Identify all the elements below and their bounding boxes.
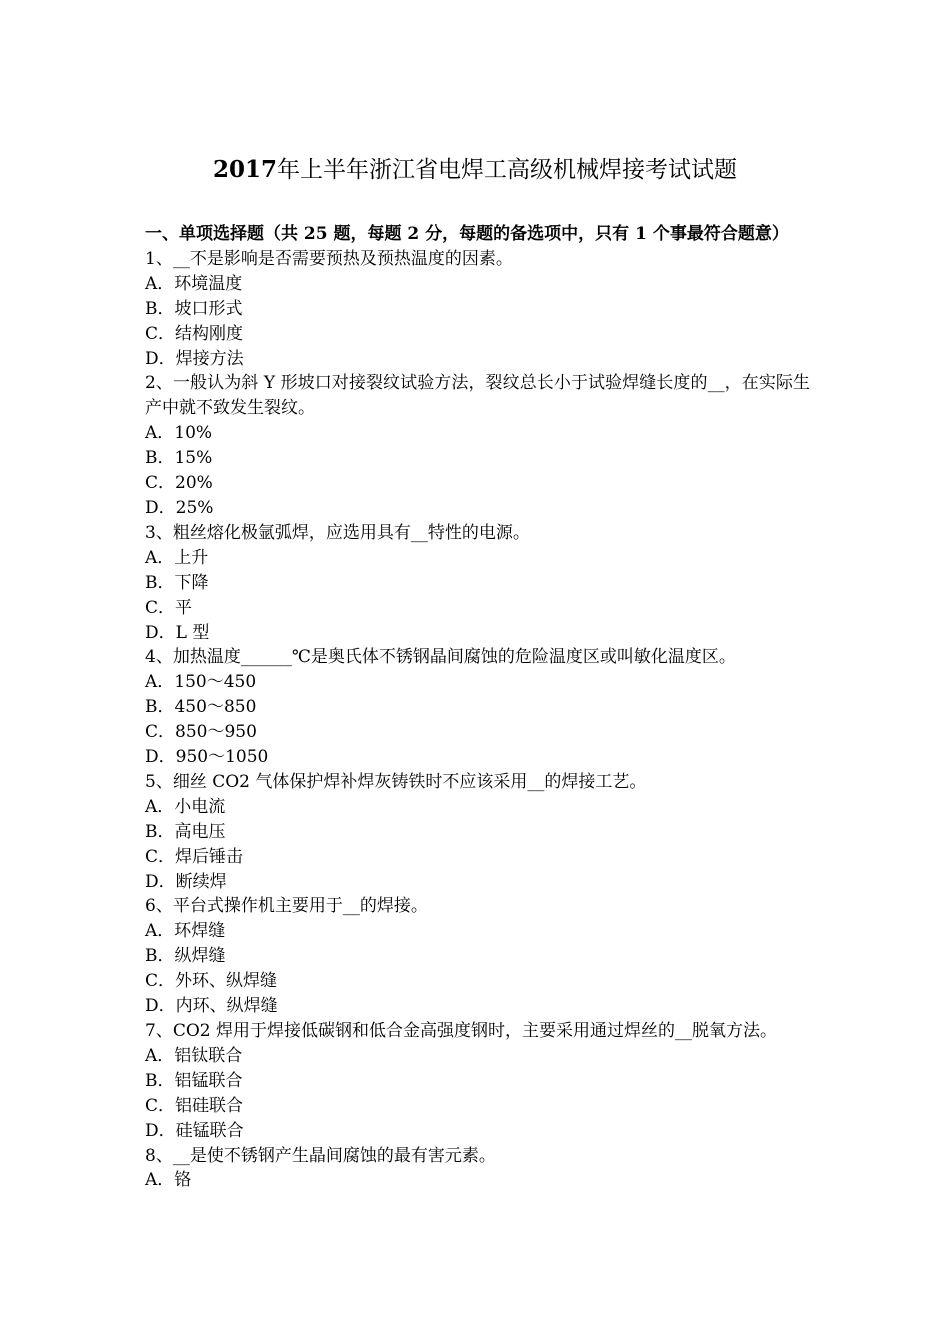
- option-a: A．150～450: [145, 672, 257, 693]
- option-b: B．高电压: [145, 821, 226, 842]
- title-text: 年上半年浙江省电焊工高级机械焊接考试试题: [277, 157, 737, 183]
- question-5: [145, 770, 810, 895]
- option-c: C．铝硅联合: [145, 1095, 244, 1116]
- option-c: C．20%: [145, 473, 213, 494]
- option-c: C．850～950: [145, 722, 257, 743]
- question-stem: 4、加热温度______℃是奥氏体不锈钢晶间腐蚀的危险温度区或叫敏化温度区。: [145, 647, 736, 668]
- section-heading: 一、单项选择题（共 25 题，每题 2 分，每题的备选项中，只有 1 个事最符合题意）: [145, 224, 789, 244]
- question-1: [145, 247, 810, 372]
- question-stem: 5、细丝 CO2 气体保护焊补焊灰铸铁时不应该采用__的焊接工艺。: [145, 771, 647, 792]
- option-d: D．焊接方法: [145, 348, 244, 369]
- option-a: A．上升: [145, 547, 209, 568]
- option-b: B．15%: [145, 448, 213, 469]
- option-c: C．结构刚度: [145, 323, 244, 344]
- question-stem: 3、粗丝熔化极氩弧焊，应选用具有__特性的电源。: [145, 522, 530, 543]
- option-c: C．平: [145, 597, 193, 618]
- document-body: [145, 222, 810, 1193]
- option-a: A．环境温度: [145, 273, 243, 294]
- option-d: D．硅锰联合: [145, 1120, 244, 1141]
- question-2: [145, 371, 810, 520]
- question-4: [145, 645, 810, 770]
- option-b: B．450～850: [145, 697, 257, 718]
- option-d: D．内环、纵焊缝: [145, 996, 278, 1017]
- option-c: C．外环、纵焊缝: [145, 971, 278, 992]
- question-7: [145, 1019, 810, 1144]
- option-a: A．小电流: [145, 796, 226, 817]
- option-b: B．铝锰联合: [145, 1070, 243, 1091]
- question-6: [145, 894, 810, 1019]
- question-3: [145, 521, 810, 646]
- option-d: D．断续焊: [145, 871, 227, 892]
- option-d: D．950～1050: [145, 747, 269, 768]
- option-a: A．铬: [145, 1170, 192, 1191]
- question-stem: 6、平台式操作机主要用于__的焊接。: [145, 896, 428, 917]
- option-a: A．环焊缝: [145, 921, 226, 942]
- title-year: 2017: [212, 156, 277, 183]
- question-8: [145, 1144, 810, 1194]
- question-stem: 8、__是使不锈钢产生晶间腐蚀的最有害元素。: [145, 1145, 496, 1166]
- question-stem: 1、__不是影响是否需要预热及预热温度的因素。: [145, 248, 513, 269]
- option-a: A．铝钛联合: [145, 1045, 243, 1066]
- option-b: B．下降: [145, 572, 209, 593]
- option-c: C．焊后锤击: [145, 846, 244, 867]
- option-d: D．L 型: [145, 622, 210, 643]
- question-stem: 7、CO2 焊用于焊接低碳钢和低合金高强度钢时，主要采用通过焊丝的__脱氧方法。: [145, 1021, 777, 1041]
- option-a: A．10%: [145, 423, 213, 444]
- option-d: D．25%: [145, 497, 214, 518]
- document-title: [0, 150, 950, 190]
- option-b: B．纵焊缝: [145, 946, 226, 967]
- option-b: B．坡口形式: [145, 298, 243, 319]
- question-stem: 2、一般认为斜 Y 形坡口对接裂纹试验方法，裂纹总长小于试验焊缝长度的__，在实际生产中就不致发生裂纹。: [145, 373, 810, 419]
